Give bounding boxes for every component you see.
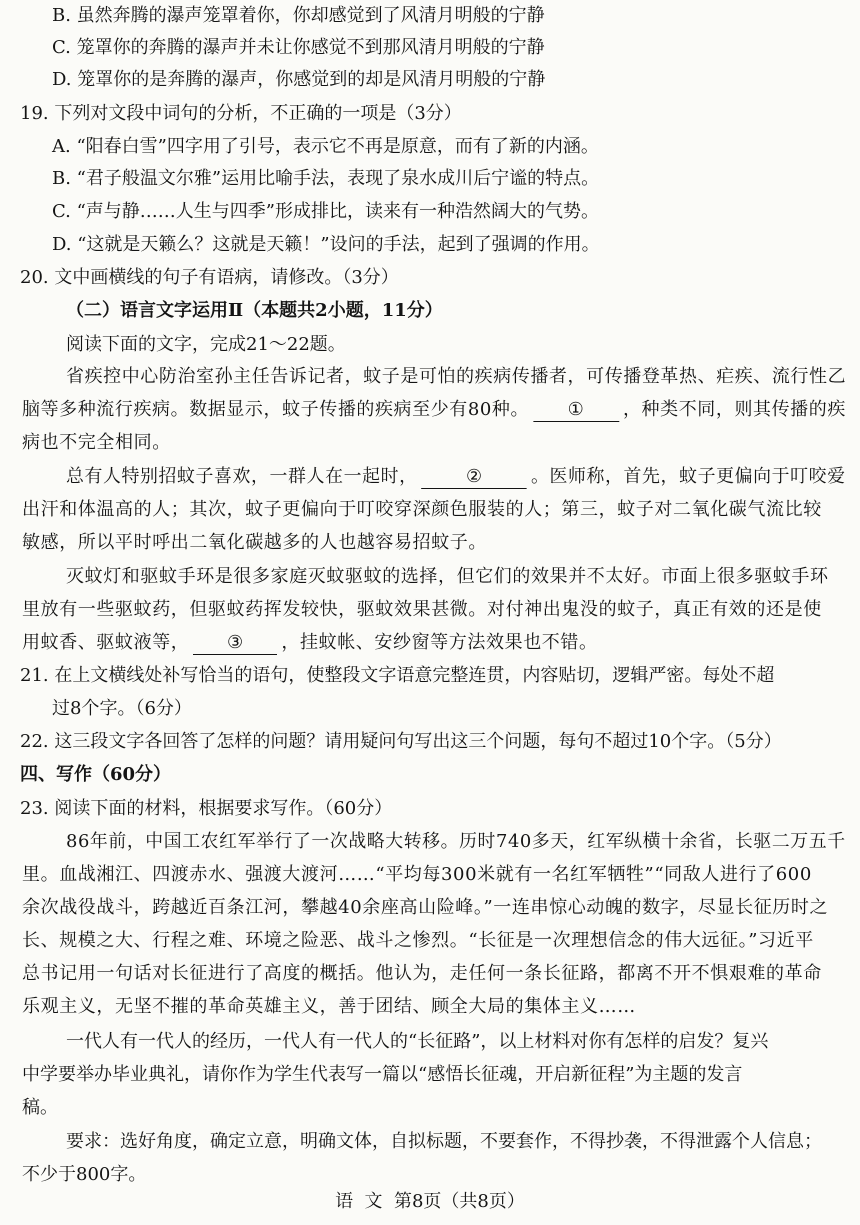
q18-option-b: B. 虽然奔腾的瀑声笼罩着你，你却感觉到了风清月明般的宁静 [52,5,545,26]
q22-stem: 22. 这三段文字各回答了怎样的问题？请用疑问句写出这三个问题，每句不超过10个字。（5分） [20,731,782,752]
passage-text: 总有人特别招蚊子喜欢，一群人在一起时， [66,466,418,487]
passage-text: 用蚊香、驱蚊液等， [22,632,190,653]
q19-option-d: D. “这就是天籁么？这就是天籁！”设问的手法，起到了强调的作用。 [52,234,600,255]
passage-p2-line3: 敏感，所以平时呼出二氧化碳越多的人也越容易招蚊子。 [22,532,487,553]
requirements-line2: 不少于800字。 [22,1164,147,1185]
material-line4: 长、规模之大、行程之难、环境之险恶、战斗之惨烈。“长征是一次理想信念的伟大远征。”习近平 [22,930,814,951]
section-2-title: （二）语言文字运用Ⅱ（本题共2小题，11分） [66,300,443,321]
passage-p1-line1: 省疾控中心防治室孙主任告诉记者，蚊子是可怕的疾病传播者，可传播登革热、疟疾、流行性乙 [66,366,847,387]
q18-option-d: D. 笼罩你的是奔腾的瀑声，你感觉到的却是风清月明般的宁静 [52,69,546,90]
reading-instruction: 阅读下面的文字，完成21～22题。 [66,334,346,355]
material-line6: 乐观主义，无坚不摧的革命英雄主义，善于团结、顾全大局的集体主义…… [22,996,636,1017]
passage-p1-line3: 病也不完全相同。 [22,432,171,453]
q23-stem: 23. 阅读下面的材料，根据要求写作。（60分） [20,798,393,819]
blank-2: ② [422,466,527,489]
passage-p3-line1: 灭蚊灯和驱蚊手环是很多家庭灭蚊驱蚊的选择，但它们的效果并不太好。市面上很多驱蚊手环 [66,566,829,587]
requirements-line1: 要求：选好角度，确定立意，明确文体，自拟标题，不要套作，不得抄袭，不得泄露个人信息； [66,1131,822,1152]
passage-p3-line3 [22,629,598,657]
q19-option-c: C. “声与静……人生与四季”形成排比，读来有一种浩然阔大的气势。 [52,201,599,222]
passage-p1-line2 [22,396,846,424]
prompt-line3: 稿。 [22,1097,58,1118]
q19-option-b: B. “君子般温文尔雅”运用比喻手法，表现了泉水成川后宁谧的特点。 [52,168,600,189]
section-4-title: 四、写作（60分） [20,764,172,785]
page-footer: 语 文 第8页（共8页） [335,1191,525,1212]
q19-stem: 19. 下列对文段中词句的分析，不正确的一项是（3分） [20,103,462,124]
material-line5: 总书记用一句话对长征进行了高度的概括。他认为，走任何一条长征路，都离不开不惧艰难的革命 [22,963,822,984]
prompt-line2: 中学要举办毕业典礼，请你作为学生代表写一篇以“感悟长征魂，开启新征程”为主题的发言 [22,1064,743,1085]
blank-1: ① [533,399,619,422]
material-line1: 86年前，中国工农红军举行了一次战略大转移。历时740多天，红军纵横十余省，长驱二万五千 [66,831,846,852]
passage-p2-line2: 出汗和体温高的人；其次，蚊子更偏向于叮咬穿深颜色服装的人；第三，蚊子对二氧化碳气流比较 [22,499,822,520]
material-line3: 余次战役战斗，跨越近百条江河，攀越40余座高山险峰。”一连串惊心动魄的数字，尽显长征历时之 [22,897,829,918]
passage-text: 。医师称，首先，蚊子更偏向于叮咬爱 [531,466,846,487]
passage-text: ，挂蚊帐、安纱窗等方法效果也不错。 [281,632,598,653]
blank-3: ③ [193,632,277,655]
passage-p2-line1 [66,463,846,491]
q21-stem-line2: 过8个字。（6分） [52,698,192,719]
q21-stem-line1: 21. 在上文横线处补写恰当的语句，使整段文字语意完整连贯，内容贴切，逻辑严密。每处不超 [20,665,775,686]
passage-p3-line2: 里放有一些驱蚊药，但驱蚊药挥发较快，驱蚊效果甚微。对付神出鬼没的蚊子，真正有效的还是使 [22,599,822,620]
passage-text: ，种类不同，则其传播的疾 [622,399,846,420]
q20-stem: 20. 文中画横线的句子有语病，请修改。（3分） [20,267,399,288]
passage-text: 脑等多种流行疾病。数据显示，蚊子传播的疾病至少有80种。 [22,399,530,420]
q18-option-c: C. 笼罩你的奔腾的瀑声并未让你感觉不到那风清月明般的宁静 [52,37,545,58]
material-line2: 里。血战湘江、四渡赤水、强渡大渡河……“平均每300米就有一名红军牺牲”“同敌人进行了600 [22,864,812,885]
prompt-line1: 一代人有一代人的经历，一代人有一代人的“长征路”，以上材料对你有怎样的启发？复兴 [66,1031,769,1052]
q19-option-a: A. “阳春白雪”四字用了引号，表示它不再是原意，而有了新的内涵。 [52,136,599,157]
